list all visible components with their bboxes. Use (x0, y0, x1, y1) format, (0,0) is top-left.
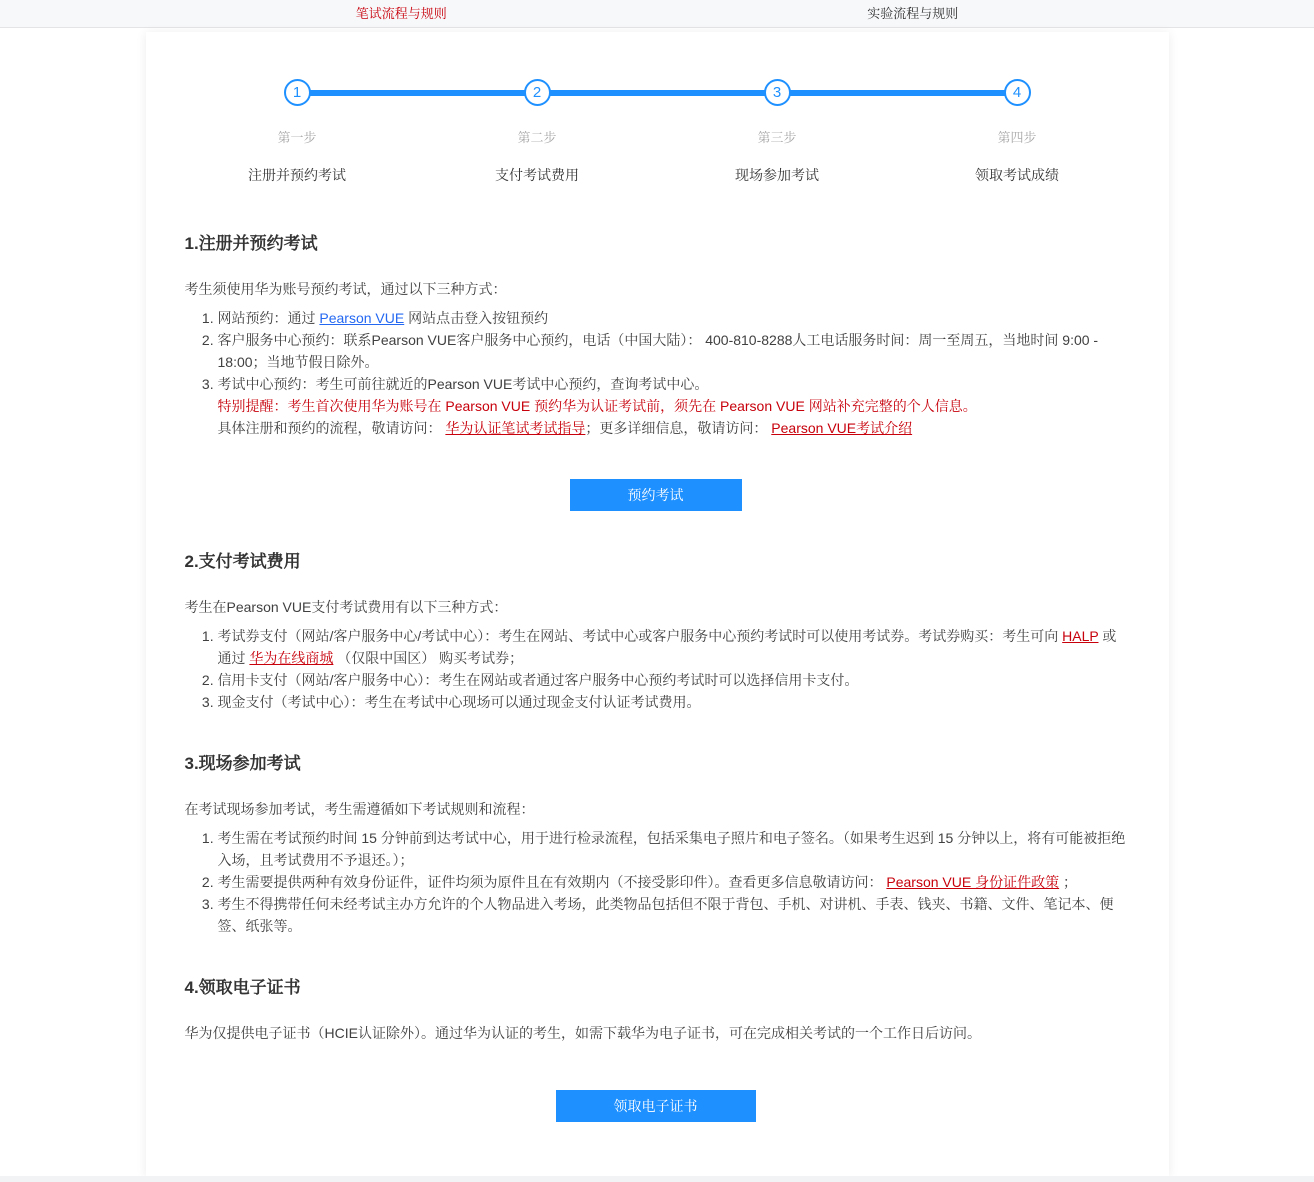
item-text: 信用卡支付（网站/客户服务中心）：考生在网站或者通过客户服务中心预约考试时可以选择信用卡支付。 (217, 672, 859, 688)
list-item-test-center-booking (218, 373, 1127, 439)
book-exam-button-row (185, 479, 1127, 511)
step-4-title: 领取考试成绩 (975, 167, 1059, 183)
list-item-credit-card-payment (218, 669, 1127, 691)
content-card (146, 32, 1169, 1176)
section-3-intro: 在考试现场参加考试，考生需遵循如下考试规则和流程： (184, 801, 535, 817)
item-text: 考生不得携带任何未经考试主办方允许的个人物品进入考场，此类物品包括但不限于背包、手机、对讲机、手表、钱夹、书籍、文件、笔记本、便签、纸张等。 (217, 896, 1114, 934)
item-text: 网站点击登入按钮预约 (404, 310, 549, 326)
step-4-label: 第四步 (997, 130, 1037, 145)
step-3-label: 第三步 (757, 130, 797, 145)
id-policy-link[interactable]: Pearson VUE 身份证件政策 (886, 874, 1060, 890)
step-3-circle: 3 (764, 79, 791, 106)
step-2-title: 支付考试费用 (495, 167, 579, 183)
section-2-heading: 2.支付考试费用 (184, 552, 301, 571)
item-text: 或通过 (217, 628, 1117, 666)
step-1-label: 第一步 (277, 130, 317, 145)
huawei-online-store-link[interactable]: 华为在线商城 (249, 650, 334, 666)
special-notice-text: 特别提醒：考生首次使用华为账号在 Pearson VUE 预约华为认证考试前，须先在 Pearson VUE 网站补充完整的个人信息。 (217, 398, 977, 414)
item-text: ； (1059, 874, 1077, 890)
detail-text: ；更多详细信息，敬请访问： (585, 420, 772, 436)
page-bottom-strip (0, 1176, 1314, 1182)
item-text: 3. 考试中心预约：考生可前往就近的Pearson VUE考试中心预约，查询考试中心。 (217, 376, 709, 392)
tab-lab-exam-rules[interactable]: 实验流程与规则 (867, 6, 959, 21)
section-3-list (185, 827, 1127, 937)
pearson-vue-link[interactable]: Pearson VUE (319, 310, 405, 326)
detail-text: 具体注册和预约的流程，敬请访问： (217, 420, 446, 436)
step-1-circle: 1 (284, 79, 311, 106)
pearson-vue-exam-intro-link[interactable]: Pearson VUE考试介绍 (771, 420, 913, 436)
step-3-title: 现场参加考试 (735, 167, 819, 183)
item-text: 考生需在考试预约时间 15 分钟前到达考试中心，用于进行检录流程，包括采集电子照片和电子签名。（如果考生迟到 15 分钟以上，将有可能被拒绝入场，且考试费用不予退还。）； (217, 830, 1126, 868)
get-certificate-button-row (185, 1090, 1127, 1122)
section-pay-exam-fee (185, 547, 1127, 713)
list-item-arrival-time (218, 827, 1127, 871)
section-1-heading: 1.注册并预约考试 (184, 234, 318, 253)
list-item-id-requirements (218, 871, 1127, 893)
list-item-service-center-booking (218, 329, 1127, 373)
halp-link[interactable]: HALP (1062, 628, 1099, 644)
section-2-list (185, 625, 1127, 713)
section-register-and-book (185, 229, 1127, 511)
section-get-e-certificate (185, 973, 1127, 1122)
item-text: 网站预约：通过 (217, 310, 320, 326)
top-tab-bar (0, 0, 1314, 28)
section-2-intro: 考生在Pearson VUE支付考试费用有以下三种方式： (184, 599, 508, 615)
book-exam-button[interactable]: 预约考试 (570, 479, 742, 511)
exam-process-stepper (177, 32, 1137, 185)
section-1-intro: 考生须使用华为账号预约考试，通过以下三种方式： (184, 281, 507, 297)
section-4-heading: 4.领取电子证书 (184, 978, 301, 997)
step-2-label: 第二步 (517, 130, 557, 145)
item-text: 现金支付（考试中心）：考生在考试中心现场可以通过现金支付认证考试费用。 (217, 694, 701, 710)
item-text: 考试券支付（网站/客户服务中心/考试中心）：考生在网站、考试中心或客户服务中心预约考试时可以使用考试券。考试券购买：考生可向 (217, 628, 1063, 644)
step-1-title: 注册并预约考试 (248, 167, 346, 183)
item-text: （仅限中国区） 购买考试券； (333, 650, 524, 666)
list-item-website-booking (218, 307, 1127, 329)
step-4-circle: 4 (1004, 79, 1031, 106)
list-item-voucher-payment (218, 625, 1127, 669)
section-attend-exam-onsite (185, 749, 1127, 937)
written-exam-guide-link[interactable]: 华为认证笔试考试指导 (445, 420, 586, 436)
stepper-connector-line (297, 90, 1017, 96)
section-4-body: 华为仅提供电子证书（HCIE认证除外）。通过华为认证的考生，如需下载华为电子证书，可在完成相关考试的一个工作日后访问。 (184, 1025, 981, 1041)
section-3-heading: 3.现场参加考试 (184, 754, 301, 773)
list-item-cash-payment (218, 691, 1127, 713)
step-2-circle: 2 (524, 79, 551, 106)
section-1-list (185, 307, 1127, 439)
get-certificate-button[interactable]: 领取电子证书 (556, 1090, 756, 1122)
list-item-prohibited-items (218, 893, 1127, 937)
rules-content (146, 229, 1169, 1122)
item-text: 考生需要提供两种有效身份证件，证件均须为原件且在有效期内（不接受影印件）。查看更多信息敬请访问： (217, 874, 887, 890)
tab-written-exam-rules[interactable]: 笔试流程与规则 (355, 6, 447, 21)
item-text: 客户服务中心预约：联系Pearson VUE客户服务中心预约，电话（中国大陆）： 400-810-8288人工电话服务时间：周一至周五，当地时间 9:00 - 18:00；当地节假日除外。 (217, 332, 1099, 370)
detail-links-line (218, 417, 1127, 439)
